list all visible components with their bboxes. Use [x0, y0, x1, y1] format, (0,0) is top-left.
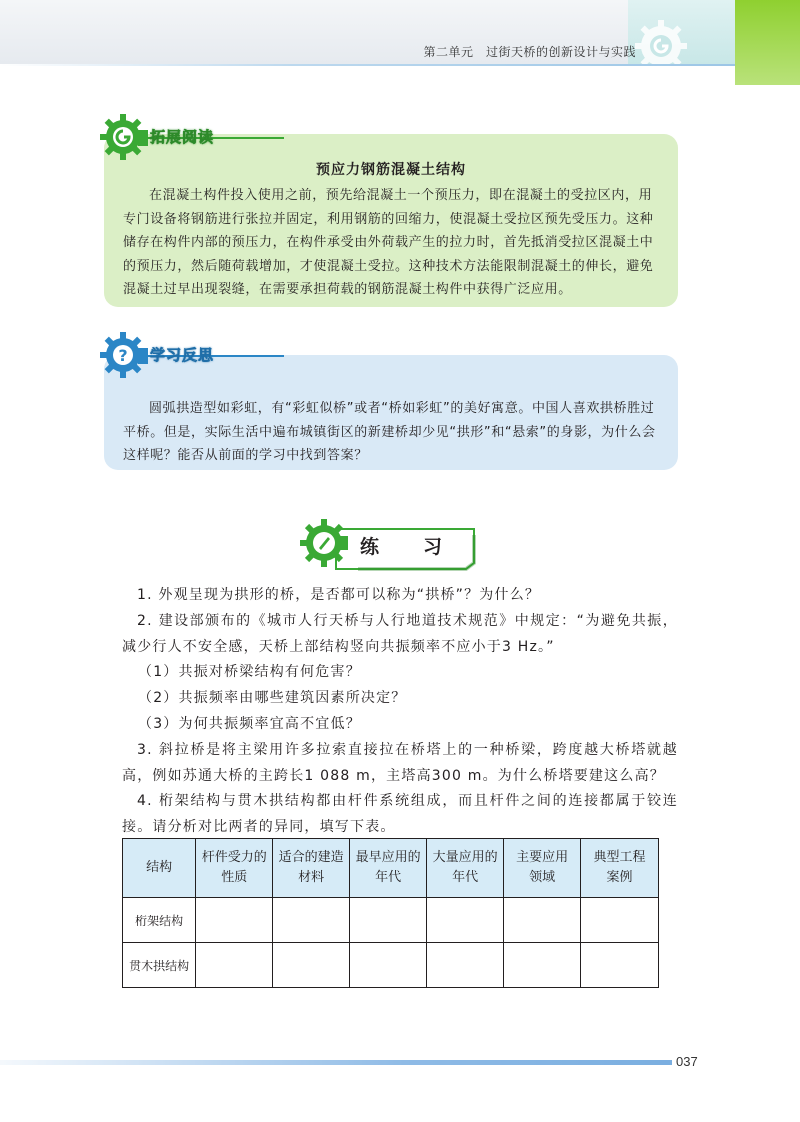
table-header-cell: 适合的建造 材料 — [273, 839, 350, 898]
row-label-woven-arch: 贯木拱结构 — [123, 943, 196, 988]
header-accent-green — [735, 0, 800, 85]
table-cell[interactable] — [273, 898, 350, 943]
table-cell[interactable] — [427, 943, 504, 988]
running-header: 第二单元 过街天桥的创新设计与实践 — [423, 45, 636, 59]
question-3: 3. 斜拉桥是将主梁用许多拉索直接拉在桥塔上的一种桥梁，跨度越大桥塔就越高，例如苏通大桥的主跨长1 088 m，主塔高300 m。为什么桥塔要建这么高？ — [122, 742, 678, 784]
table-row — [123, 943, 659, 988]
table-header-cell: 典型工程 案例 — [581, 839, 659, 898]
question-1: 1. 外观呈现为拱形的桥，是否都可以称为“拱桥”？为什么？ — [137, 587, 541, 603]
table-header-cell: 最早应用的 年代 — [350, 839, 427, 898]
table-cell[interactable] — [504, 898, 581, 943]
table-cell[interactable] — [581, 898, 659, 943]
table-row — [123, 898, 659, 943]
question-2-3: （3）为何共振频率宜高不宜低？ — [138, 716, 361, 732]
table-cell[interactable] — [581, 943, 659, 988]
question-4: 4. 桁架结构与贯木拱结构都由杆件系统组成，而且杆件之间的连接都属于铰连接。请分析对比两者的异同，填写下表。 — [122, 793, 678, 835]
reflection-badge — [98, 330, 288, 380]
table-header-cell: 杆件受力的 性质 — [196, 839, 273, 898]
page-number: 037 — [676, 1054, 698, 1069]
reflection-body: 圆弧拱造型如彩虹，有“彩虹似桥”或者“桥如彩虹”的美好寓意。中国人喜欢拱桥胜过平桥。但是，实际生活中遍布城镇街区的新建桥却少见“拱形”和“悬索”的身影，为什么会这样呢？能否从前面的学习中找到答案？ — [123, 401, 656, 463]
footer-rule — [0, 1060, 672, 1065]
table-cell[interactable] — [196, 943, 273, 988]
table-cell[interactable] — [350, 898, 427, 943]
extended-reading-label: 拓展阅读 — [150, 128, 215, 146]
table-cell[interactable] — [504, 943, 581, 988]
table-header-row — [123, 839, 659, 898]
exercise-header — [298, 515, 478, 571]
question-2-1: （1）共振对桥梁结构有何危害？ — [138, 664, 361, 680]
question-2-2: （2）共振频率由哪些建筑因素所决定？ — [138, 690, 407, 706]
table-cell[interactable] — [196, 898, 273, 943]
extended-reading-title: 预应力钢筋混凝土结构 — [316, 162, 466, 178]
extended-reading-badge — [98, 112, 288, 162]
exercise-title: 练 习 — [360, 536, 445, 558]
question-2: 2. 建设部颁布的《城市人行天桥与人行地道技术规范》中规定：“为避免共振，减少行人不安全感，天桥上部结构竖向共振频率不应小于3 Hz。” — [122, 613, 678, 655]
extended-reading-body: 在混凝土构件投入使用之前，预先给混凝土一个预压力，即在混凝土的受拉区内，用专门设备将钢筋进行张拉并固定，利用钢筋的回缩力，使混凝土受拉区预先受压力。这种储存在构件内部的预压力，在构件承受由外荷载产生的拉力时，首先抵消受拉区混凝土中的预压力，然后随荷载增加，才使混凝土受拉。这种技术方法能限制混凝土的伸长，避免混凝土过早出现裂缝，在需要承担荷载的钢筋混凝土构件中获得广泛应用。 — [123, 188, 654, 297]
table-cell[interactable] — [350, 943, 427, 988]
table-cell[interactable] — [427, 898, 504, 943]
reflection-label: 学习反思 — [150, 346, 215, 364]
comparison-table — [122, 838, 659, 988]
table-cell[interactable] — [273, 943, 350, 988]
row-label-truss: 桁架结构 — [123, 898, 196, 943]
table-header-cell: 大量应用的 年代 — [427, 839, 504, 898]
header-rule — [0, 64, 735, 66]
svg-text:?: ? — [118, 346, 128, 365]
table-header-cell: 结构 — [123, 839, 196, 898]
table-header-cell: 主要应用 领域 — [504, 839, 581, 898]
